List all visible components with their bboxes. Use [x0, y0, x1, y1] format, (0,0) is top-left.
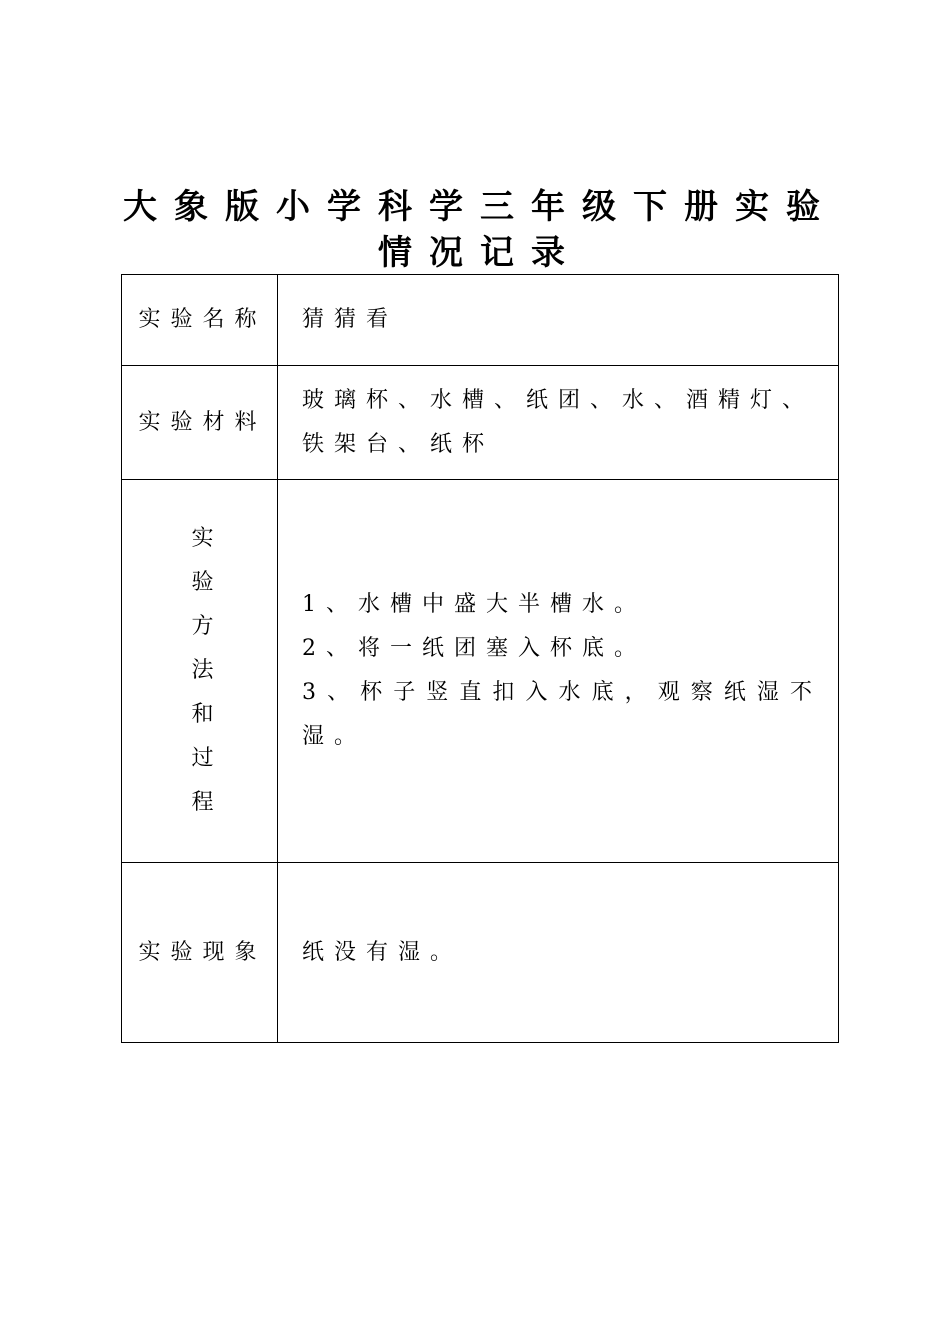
materials-label: 实验材料 — [122, 366, 278, 480]
phenomenon-label: 实验现象 — [122, 863, 278, 1043]
phenomenon-value: 纸没有湿。 — [278, 863, 839, 1043]
materials-value: 玻璃杯、水槽、纸团、水、酒精灯、铁架台、纸杯 — [278, 366, 839, 480]
table-row-experiment-name — [122, 275, 839, 366]
table-row-materials — [122, 366, 839, 480]
experiment-name-label: 实验名称 — [122, 275, 278, 366]
method-label-char: 实 — [191, 526, 214, 551]
experiment-name-value: 猜猜看 — [278, 275, 839, 366]
method-step: 2、将一纸团塞入杯底。 — [302, 636, 646, 661]
method-label-char: 验 — [191, 570, 214, 595]
method-step: 1、水槽中盛大半槽水。 — [302, 592, 646, 617]
experiment-record-table — [121, 274, 839, 1043]
method-steps — [278, 480, 839, 863]
table-row-method — [122, 480, 839, 863]
page-title-line1: 大象版小学科学三年级下册实验 — [123, 187, 837, 227]
method-label — [122, 480, 278, 863]
method-label-char: 程 — [191, 790, 214, 815]
method-step: 3、杯子竖直扣入水底，观察纸湿不湿。 — [302, 680, 822, 749]
table-row-phenomenon — [122, 863, 839, 1043]
method-label-vertical — [136, 517, 269, 825]
method-label-char: 方 — [191, 614, 214, 639]
method-label-char: 和 — [191, 702, 214, 727]
method-label-char: 过 — [191, 746, 214, 771]
page-title — [121, 184, 839, 276]
method-label-char: 法 — [191, 658, 214, 683]
page-title-line2: 情况记录 — [378, 233, 582, 273]
